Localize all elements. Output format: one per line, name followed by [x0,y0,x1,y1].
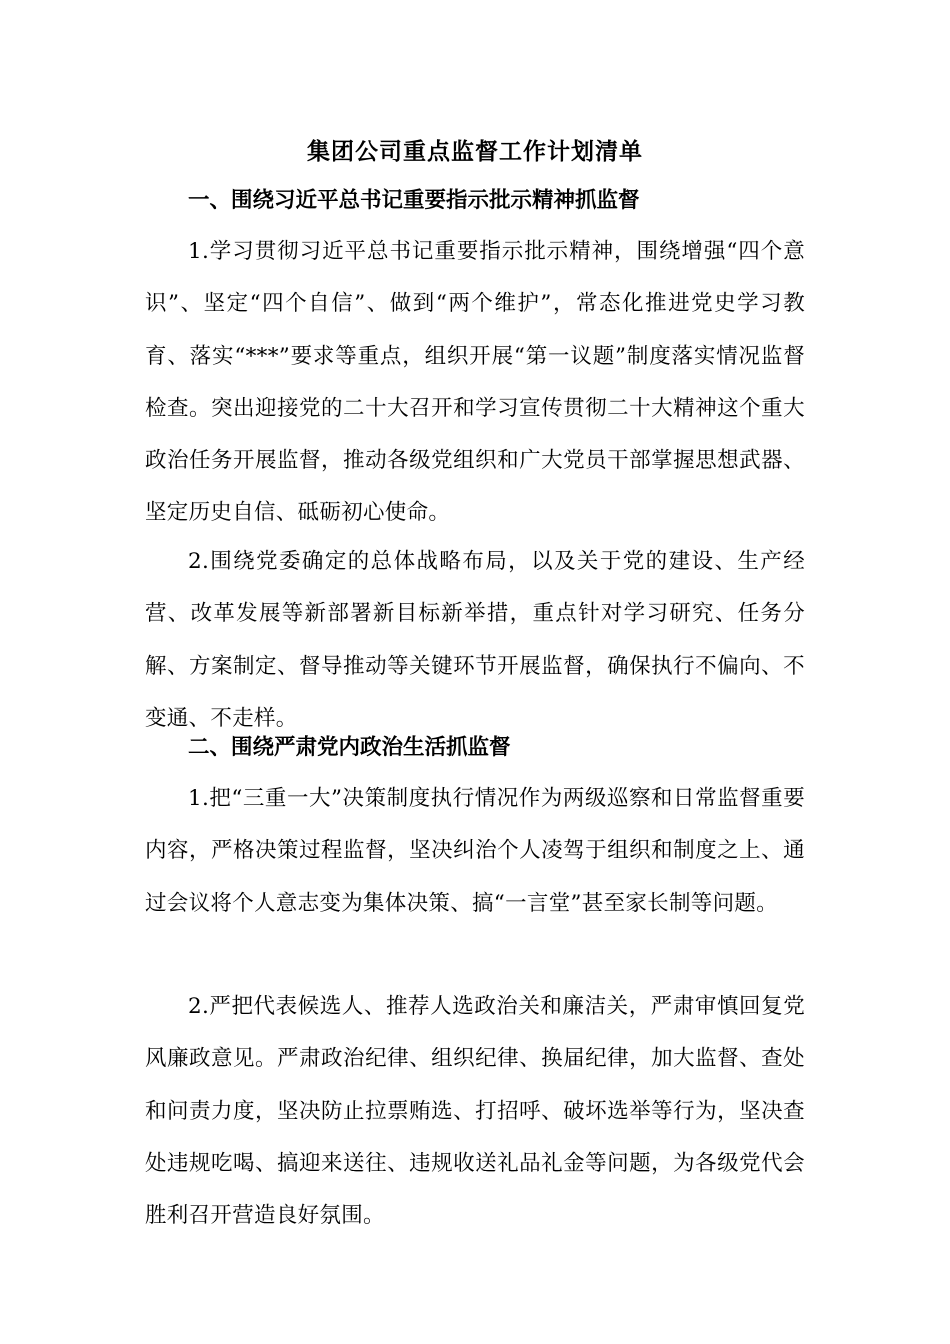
section-2-paragraph-1: 1.把“三重一大”决策制度执行情况作为两级巡察和日常监督重要内容，严格决策过程监督，坚决纠治个人凌驾于组织和制度之上、通过会议将个人意志变为集体决策、搞“一言堂”甚至家长制等问题。 [145,786,805,916]
section-2-paragraph-2: 2.严把代表候选人、推荐人选政治关和廉洁关，严肃审慎回复党风廉政意见。严肃政治纪律、组织纪律、换届纪律，加大监督、查处和问责力度，坚决防止拉票贿选、打招呼、破坏选举等行为，坚决查处违规吃喝、搞迎来送往、违规收送礼品礼金等问题，为各级党代会胜利召开营造良好氛围。 [145,994,805,1229]
section-1-paragraph-2: 2.围绕党委确定的总体战略布局，以及关于党的建设、生产经营、改革发展等新部署新目标新举措，重点针对学习研究、任务分解、方案制定、督导推动等关键环节开展监督，确保执行不偏向、不变通、不走样。 [145,549,805,731]
section-heading-1: 一、围绕习近平总书记重要指示批示精神抓监督 [188,188,640,213]
section-heading-2: 二、围绕严肃党内政治生活抓监督 [188,735,511,760]
document-title: 集团公司重点监督工作计划清单 [307,138,643,165]
section-1-paragraph-1: 1.学习贯彻习近平总书记重要指示批示精神，围绕增强“四个意识”、坚定“四个自信”、做到“两个维护”，常态化推进党史学习教育、落实“***”要求等重点，组织开展“第一议题”制度落实情况监督检查。突出迎接党的二十大召开和学习宣传贯彻二十大精神这个重大政治任务开展监督，推动各级党组织和广大党员干部掌握思想武器、坚定历史自信、砥砺初心使命。 [145,239,805,526]
